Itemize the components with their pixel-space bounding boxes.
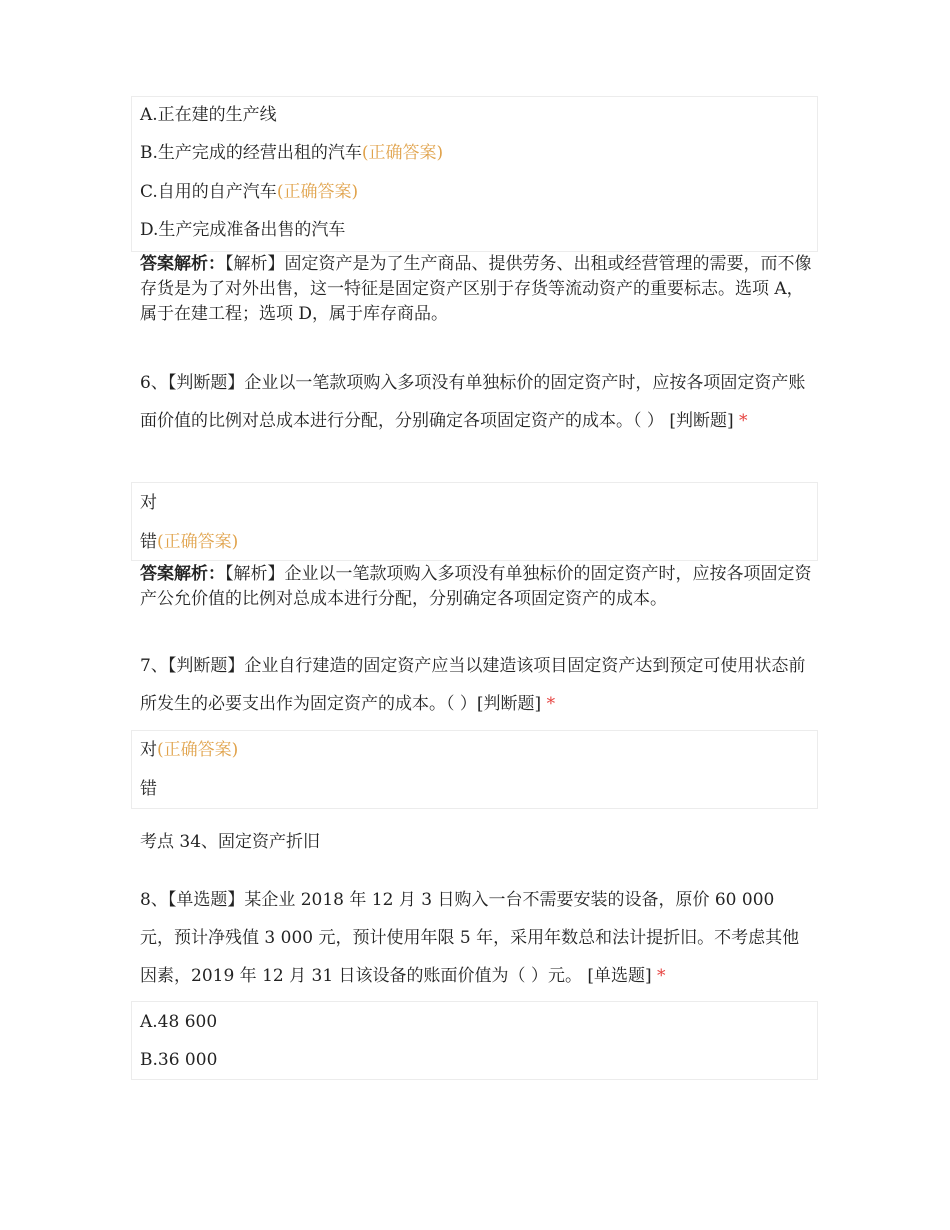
q8-question bbox=[140, 881, 810, 995]
option-text: 对 bbox=[140, 493, 157, 513]
analysis-label: 答案解析： bbox=[140, 254, 225, 274]
q7-question bbox=[140, 647, 810, 723]
option-text: A.48 600 bbox=[140, 1012, 218, 1032]
section-title: 考点 34、固定资产折旧 bbox=[140, 832, 321, 852]
option-text: B.生产完成的经营出租的汽车 bbox=[140, 143, 362, 163]
q8-option-a[interactable] bbox=[140, 1011, 217, 1033]
q8-options-box bbox=[131, 1001, 818, 1080]
q7-option-true[interactable] bbox=[140, 739, 238, 761]
analysis-label: 答案解析： bbox=[140, 564, 225, 584]
required-star: * bbox=[546, 694, 556, 714]
q5-option-c[interactable] bbox=[140, 181, 358, 203]
question-text: 7、【判断题】企业自行建造的固定资产应当以建造该项目固定资产达到预定可使用状态前所发生的必要支出作为固定资产的成本。（ ）[判断题] bbox=[140, 656, 806, 714]
option-text: A.正在建的生产线 bbox=[140, 105, 277, 125]
question-type-tag: [判断题] bbox=[669, 411, 734, 431]
correct-answer-mark: (正确答案) bbox=[157, 532, 239, 552]
question-text: 6、【判断题】企业以一笔款项购入多项没有单独标价的固定资产时，应按各项固定资产账面价值的比例对总成本进行分配，分别确定各项固定资产的成本。（ ） bbox=[140, 373, 806, 431]
q5-option-a[interactable] bbox=[140, 104, 277, 126]
q6-question bbox=[140, 364, 810, 440]
q5-analysis bbox=[140, 252, 820, 327]
q6-option-true[interactable] bbox=[140, 492, 157, 514]
q7-option-false[interactable] bbox=[140, 778, 157, 800]
option-text: B.36 000 bbox=[140, 1050, 218, 1070]
required-star: * bbox=[657, 966, 666, 986]
option-text: 对 bbox=[140, 740, 157, 760]
option-text: D.生产完成准备出售的汽车 bbox=[140, 220, 346, 240]
correct-answer-mark: (正确答案) bbox=[361, 143, 444, 163]
q8-option-b[interactable] bbox=[140, 1049, 217, 1071]
option-text: C.自用的自产汽车 bbox=[140, 182, 277, 202]
q5-option-b[interactable] bbox=[140, 142, 443, 164]
correct-answer-mark: (正确答案) bbox=[157, 740, 239, 760]
q6-option-false[interactable] bbox=[140, 531, 238, 553]
analysis-text: 【解析】固定资产是为了生产商品、提供劳务、出租或经营管理的需要，而不像存货是为了对外出售，这一特征是固定资产区别于存货等流动资产的重要标志。选项 A，属于在建工程；选项 D，属于库存商品。 bbox=[140, 254, 812, 324]
option-text: 错 bbox=[140, 532, 157, 552]
analysis-text: 【解析】企业以一笔款项购入多项没有单独标价的固定资产时，应按各项固定资产公允价值的比例对总成本进行分配，分别确定各项固定资产的成本。 bbox=[140, 564, 812, 609]
option-text: 错 bbox=[140, 779, 157, 799]
q6-analysis bbox=[140, 562, 820, 612]
required-star: * bbox=[738, 411, 748, 431]
q5-option-d[interactable] bbox=[140, 219, 345, 241]
correct-answer-mark: (正确答案) bbox=[276, 182, 359, 202]
question-text: 8、【单选题】某企业 2018 年 12 月 3 日购入一台不需要安装的设备，原价 60 000 元，预计净残值 3 000 元，预计使用年限 5 年，采用年数总和法计提折旧。不考虑其他因素，2019 年 12 月 31 日该设备的账面价值为（ ）元。 [单选题] bbox=[140, 890, 800, 986]
